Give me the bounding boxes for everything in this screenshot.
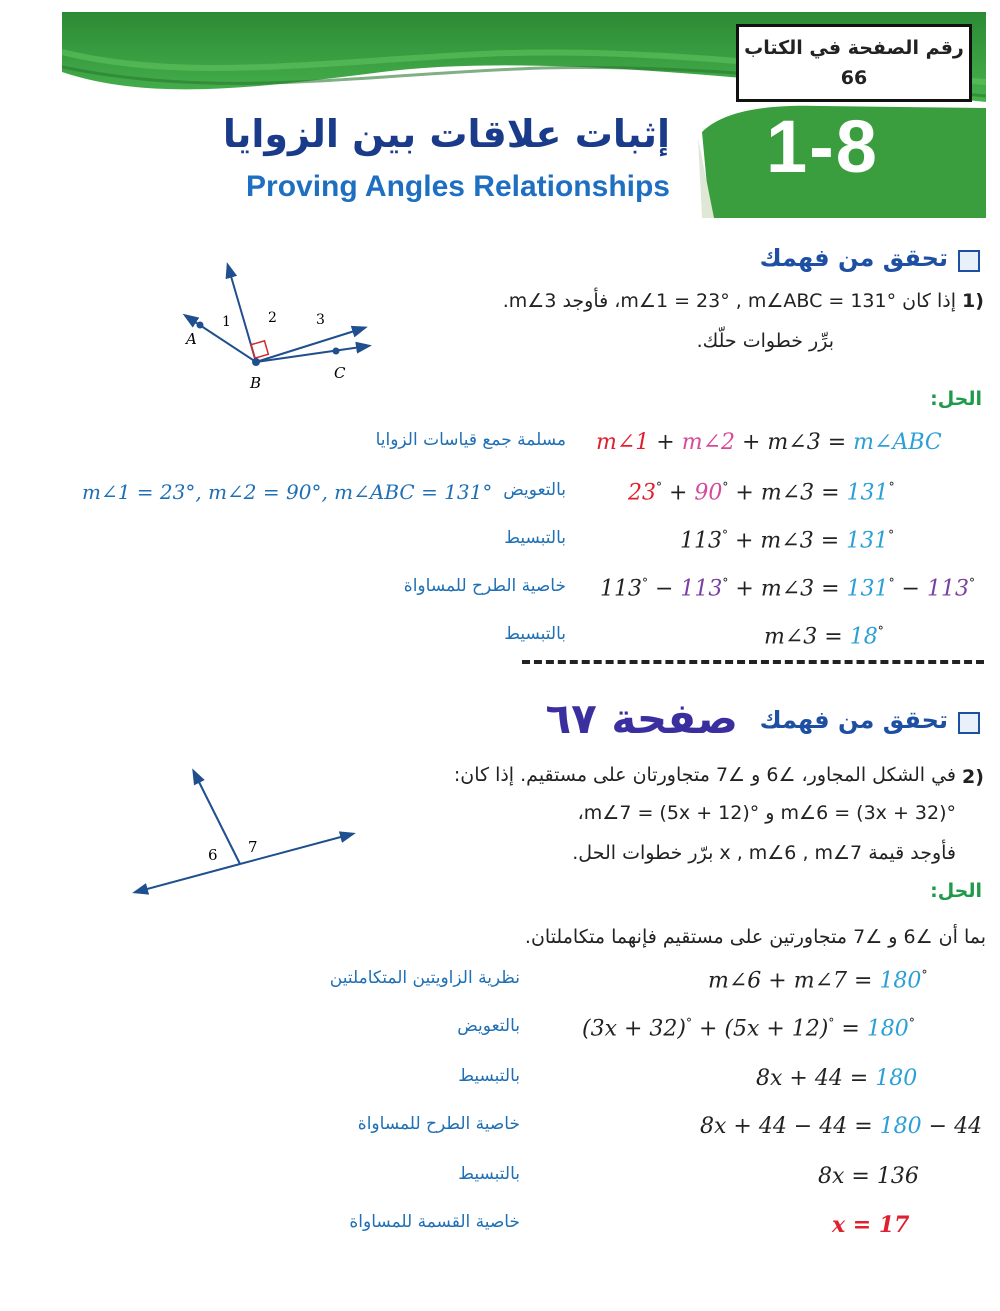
q2-reason-3: بالتبسيط — [458, 1066, 520, 1086]
eq-term: 131 — [846, 528, 889, 554]
q2-reason-1: نظرية الزاويتين المتكاملتين — [329, 968, 520, 988]
q1-reason-2-values: m∠1 = 23°, m∠2 = 90°, m∠ABC = 131° — [82, 480, 493, 504]
eq-op: + (5x + 12) — [691, 1016, 829, 1042]
eq-term: 23 — [628, 480, 656, 506]
lesson-title-arabic: إثبات علاقات بين الزوايا — [222, 112, 670, 156]
question-2-line1: في الشكل المجاور، ∠6 و ∠7 متجاورتان على مستقيم. إذا كان: — [453, 764, 956, 786]
eq-term: 180 — [866, 1016, 909, 1042]
q1-reason-3: بالتبسيط — [504, 528, 566, 548]
eq-term: m∠6 + m∠7 = — [708, 968, 880, 994]
eq-term: 8x + 44 = — [756, 1066, 876, 1091]
q2-eq-5 — [818, 1164, 919, 1189]
lesson-title-english: Proving Angles Relationships — [246, 170, 670, 203]
eq-op: + m∠3 = — [728, 528, 847, 554]
label-b: B — [250, 374, 262, 392]
eq-term: m∠ABC — [853, 430, 942, 455]
solution-label-1: الحل: — [930, 388, 982, 410]
eq-op: + — [662, 480, 695, 506]
ray-3 — [256, 328, 364, 362]
label-angle-3: 3 — [316, 312, 325, 328]
q2-reason-4: خاصية الطرح للمساواة — [357, 1114, 520, 1134]
q2-eq-3 — [756, 1066, 917, 1091]
q1-eq-1 — [596, 430, 942, 455]
q1-reason-5: بالتبسيط — [504, 624, 566, 644]
eq-op: = — [834, 1016, 867, 1042]
check-title-2: تحقق من فهمك — [759, 706, 948, 734]
q1-eq-3: 113° + m∠3 = 131° — [680, 528, 895, 554]
lesson-number: 1-8 — [766, 105, 879, 188]
solution-label-2: الحل: — [930, 880, 982, 902]
eq-term: 131 — [846, 480, 889, 506]
section-divider — [522, 660, 984, 664]
label-angle-1: 1 — [222, 314, 231, 330]
eq-term: m∠3 = — [764, 624, 850, 650]
label-angle-6: 6 — [208, 846, 218, 864]
q2-reason-6: خاصية القسمة للمساواة — [349, 1212, 520, 1232]
eq-term: 180 — [879, 1114, 922, 1139]
eq-op: + m∠3 = — [735, 430, 854, 455]
q2-reason-5: بالتبسيط — [458, 1164, 520, 1184]
eq-term: m∠2 — [681, 430, 736, 455]
eq-term: 8x + 44 − 44 = — [700, 1114, 880, 1139]
q1-eq-4: 113° − 113° + m∠3 = 131° − 113° — [600, 576, 975, 602]
eq-term: 90 — [694, 480, 723, 506]
eq-term: 18 — [849, 624, 878, 650]
check-title-1: تحقق من فهمك — [759, 244, 948, 272]
eq-term: 113 — [926, 576, 969, 602]
book-page-box — [736, 24, 972, 102]
eq-op: − 44 — [921, 1114, 983, 1139]
eq-term: (3x + 32) — [582, 1016, 686, 1042]
point-b — [252, 358, 260, 366]
label-angle-2: 2 — [268, 310, 277, 326]
eq-term: x = 17 — [832, 1212, 910, 1238]
eq-op: + m∠3 = — [728, 576, 847, 602]
point-c — [333, 348, 340, 355]
q2-reason-2: بالتعويض — [457, 1016, 520, 1036]
q1-eq-2: 23° + 90° + m∠3 = 131° — [628, 480, 895, 506]
figure-angles-abc — [176, 256, 376, 396]
q2-eq-4 — [700, 1114, 982, 1139]
q1-reason-2: بالتعويض — [503, 480, 566, 500]
eq-op: + — [649, 430, 682, 455]
check-icon — [958, 712, 980, 734]
q1-reason-4: خاصية الطرح للمساواة — [403, 576, 566, 596]
right-angle-mark — [251, 341, 268, 358]
eq-term: 180 — [879, 968, 922, 994]
eq-term: 113 — [680, 528, 722, 554]
label-c: C — [334, 364, 346, 382]
q2-eq-1: m∠6 + m∠7 = 180° — [708, 968, 928, 994]
question-1-number: 1) — [962, 290, 984, 312]
q1-eq-5: m∠3 = 18° — [764, 624, 884, 650]
question-2-number: 2) — [962, 766, 984, 788]
book-page-label: رقم الصفحة في الكتاب — [744, 37, 964, 59]
question-1-line2: برِّر خطوات حلّك. — [696, 330, 834, 352]
eq-term: 113 — [680, 576, 723, 602]
question-1-line1: إذا كان °m∠1 = 23° , m∠ABC = 131، فأوجد m∠3. — [502, 290, 956, 312]
q1-reason-1: مسلمة جمع قياسات الزوايا — [375, 430, 566, 450]
eq-op: − — [894, 576, 927, 602]
question-2-line2: °m∠6 = (3x + 32) و °m∠7 = (5x + 12)، — [577, 802, 956, 824]
eq-term: 8x = 136 — [818, 1164, 919, 1189]
label-a: A — [186, 330, 197, 348]
check-icon — [958, 250, 980, 272]
book-page-number: 66 — [840, 67, 868, 89]
eq-op: + m∠3 = — [728, 480, 847, 506]
eq-term: 180 — [875, 1066, 918, 1091]
eq-term: m∠1 — [596, 430, 650, 455]
eq-op: − — [648, 576, 681, 602]
eq-term: 131 — [846, 576, 889, 602]
figure-linear-pair — [130, 762, 360, 898]
question-2-line3: فأوجد قيمة x , m∠6 , m∠7 برّر خطوات الحل. — [572, 842, 956, 864]
q2-intro: بما أن ∠6 و ∠7 متجاورتين على مستقيم فإنهما متكاملتان. — [524, 926, 986, 948]
point-a — [197, 322, 204, 329]
eq-term: 113 — [600, 576, 642, 602]
label-angle-7: 7 — [248, 838, 258, 856]
q2-eq-6-answer — [832, 1212, 909, 1238]
page-67-note: صفحة ٦٧ — [545, 694, 738, 743]
line-left — [136, 864, 240, 892]
ray-bc — [256, 346, 368, 362]
q2-eq-2: (3x + 32)° + (5x + 12)° = 180° — [582, 1016, 915, 1042]
